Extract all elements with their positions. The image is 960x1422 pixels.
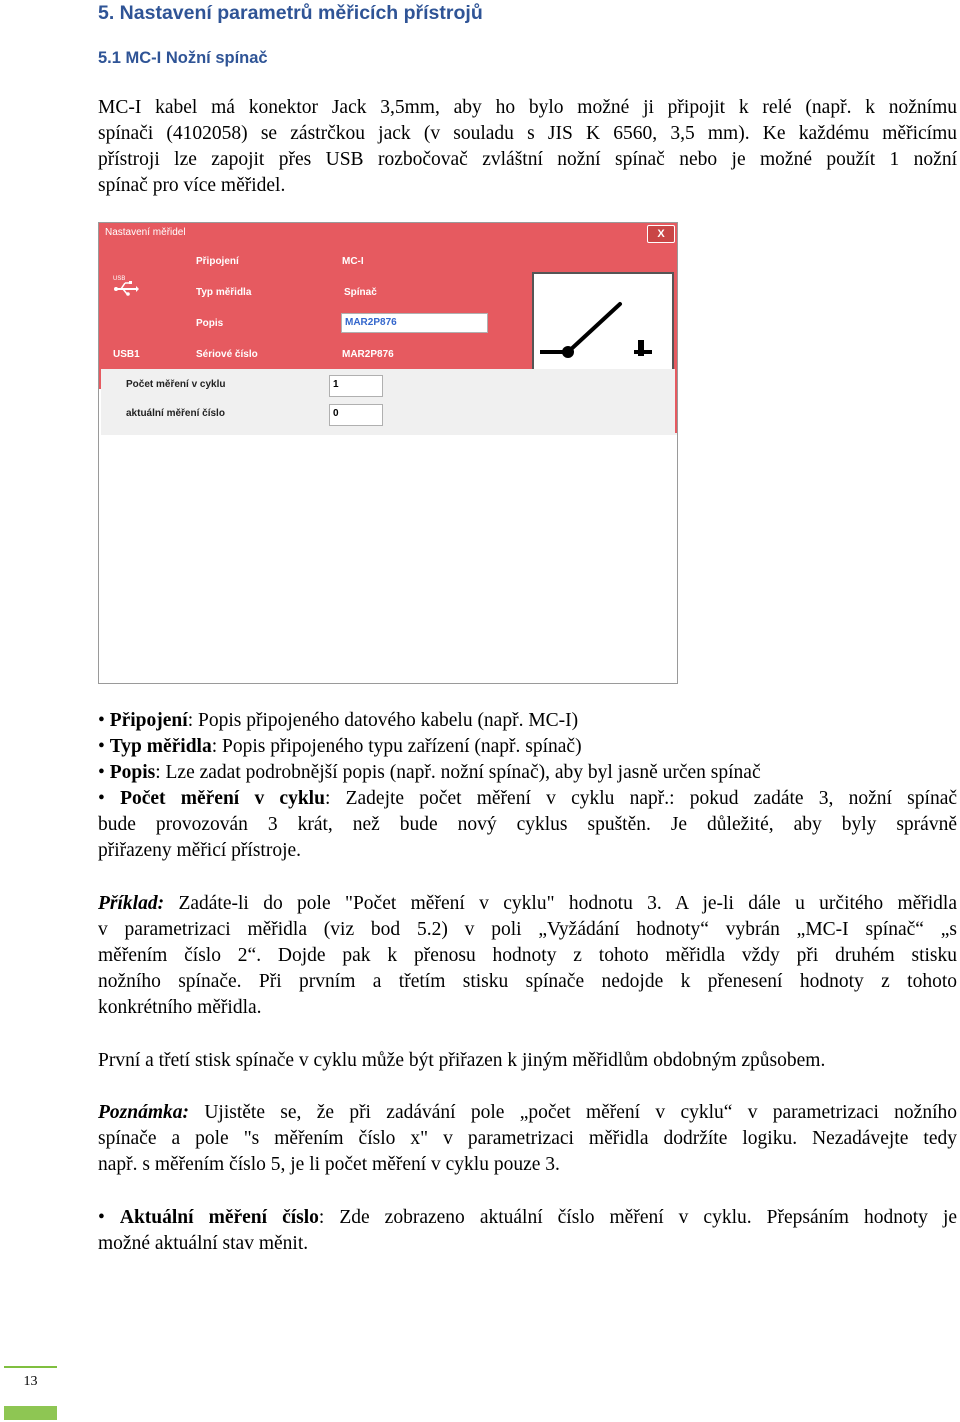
current-line: možné aktuální stav měnit. — [98, 1233, 309, 1254]
description-input[interactable]: MAR2P876 — [341, 313, 488, 333]
bullet-term: Typ měřidla — [109, 736, 212, 757]
close-button[interactable]: X — [647, 225, 675, 243]
bullet-text: : Lze zadat podrobnější popis (např. nožní spínač), aby byl jasně určen spínač — [155, 762, 761, 783]
usb-icon — [113, 273, 139, 299]
example-line: konkrétního měřidla. — [98, 997, 262, 1018]
example-label: Příklad: — [98, 893, 165, 914]
example-paragraph — [98, 891, 957, 1021]
bullet-text: přiřazeny měřicí přístroje. — [98, 840, 302, 861]
footer-rule — [4, 1366, 57, 1368]
bullet-item: • Popis: Lze zadat podrobnější popis (např. nožní spínač), aby byl jasně určen spínač — [98, 762, 761, 783]
intro-line: spínači (4102058) se zástrčkou jack (v souladu s JIS K 6560, 3,5 mm). Ke každému měřicímu — [98, 123, 957, 144]
field-label-connection: Připojení — [196, 256, 239, 267]
current-paragraph: • Aktuální měření číslo: Zde zobrazeno aktuální číslo měření v cyklu. Přepsáním hodnoty je možné aktuální stav měnit. — [98, 1205, 957, 1257]
bullet-list — [98, 708, 957, 864]
count-input[interactable]: 1 — [329, 375, 383, 397]
bullet-text: : Zadejte počet měření v cyklu např.: pokud zadáte 3, nožní spínač — [324, 788, 958, 809]
window-titlebar — [99, 223, 677, 245]
footswitch-icon — [534, 274, 672, 383]
first-third-paragraph — [98, 1048, 957, 1074]
bullet-text: : Popis připojeného typu zařízení (např. spínač) — [211, 736, 582, 757]
field-value-device-type: Spínač — [344, 287, 377, 298]
bullet-term: Počet měření v cyklu — [120, 788, 325, 809]
example-line: Zadáte-li do pole "Počet měření v cyklu" hodnotu 3. A je-li dále u určitého měřidla — [164, 893, 957, 914]
note-paragraph — [98, 1100, 957, 1178]
current-term: Aktuální měření číslo — [119, 1207, 319, 1228]
bullet-term: Popis — [109, 762, 156, 783]
current-line: : Zde zobrazeno aktuální číslo měření v cyklu. Přepsáním hodnoty je — [318, 1207, 958, 1228]
device-panel — [99, 245, 677, 389]
page-number: 13 — [23, 1374, 38, 1389]
field-value-connection: MC-I — [342, 256, 364, 267]
note-line: spínače a pole "s měřením číslo x" v parametrizaci měřidla dodržíte logiku. Nezadávejte tedy — [98, 1128, 957, 1149]
field-label-device-type: Typ měřidla — [196, 287, 252, 298]
port-label: USB1 — [113, 349, 140, 360]
current-input[interactable]: 0 — [329, 404, 383, 426]
panel-edge — [675, 363, 677, 433]
field-value-serial: MAR2P876 — [342, 349, 394, 360]
current-label: aktuální měření číslo — [126, 408, 225, 419]
bullet-text: bude provozován 3 krát, než bude nový cyklus spuštěn. Je důležité, aby byly správně — [98, 814, 957, 835]
subsection-heading: 5.1 MC-I Nožní spínač — [98, 49, 268, 67]
intro-line: spínač pro více měřidel. — [98, 175, 286, 196]
example-line: v parametrizaci měřidla (viz bod 5.2) v poli „Vyžádání hodnoty“ vybrán „MC-I spínač“ „s — [98, 919, 957, 940]
field-label-description: Popis — [196, 318, 224, 329]
bullet-term: Připojení — [109, 710, 188, 731]
note-label: Poznámka: — [98, 1102, 190, 1123]
note-line: Ujistěte se, že při zadávání pole „počet měření v cyklu“ v parametrizaci nožního — [189, 1102, 957, 1123]
first-third-text: První a třetí stisk spínače v cyklu může být přiřazen k jiným měřidlům obdobným způsobem. — [98, 1050, 826, 1071]
window-title: Nastavení měřidel — [105, 227, 186, 238]
intro-paragraph — [98, 95, 957, 199]
bullet-item: • Připojení: Popis připojeného datového kabelu (např. MC-I) — [98, 710, 579, 731]
bullet-item: • Počet měření v cyklu: Zadejte počet měření v cyklu např.: pokud zadáte 3, nožní spínač — [98, 788, 958, 809]
footer-bar — [4, 1406, 57, 1420]
cycle-panel — [101, 369, 677, 435]
count-label: Počet měření v cyklu — [126, 379, 226, 390]
bullet-text: : Popis připojeného datového kabelu (např. MC-I) — [187, 710, 579, 731]
field-label-serial: Sériové číslo — [196, 349, 258, 360]
intro-line: MC-I kabel má konektor Jack 3,5mm, aby ho bylo možné ji připojit k relé (např. k nožnímu — [98, 97, 957, 118]
bullet-item: • Typ měřidla: Popis připojeného typu zařízení (např. spínač) — [98, 736, 582, 757]
intro-line: přístroji lze zapojit přes USB rozbočovač zvláštní nožní spínač nebo je možné použít 1 nožní — [98, 149, 957, 170]
section-heading: 5. Nastavení parametrů měřicích přístrojů — [98, 2, 483, 24]
note-line: např. s měřením číslo 5, je li počet měření v cyklu pouze 3. — [98, 1154, 560, 1175]
example-line: nožního spínače. Při prvním a třetím stisku spínače nedojde k přenesení hodnoty z tohoto — [98, 971, 957, 992]
svg-text:USB: USB — [113, 276, 126, 282]
settings-window-screenshot — [98, 222, 678, 684]
example-line: měřením číslo 2“. Dojde pak k přenosu hodnoty z tohoto měřidla vždy při druhém stisku — [98, 945, 957, 966]
